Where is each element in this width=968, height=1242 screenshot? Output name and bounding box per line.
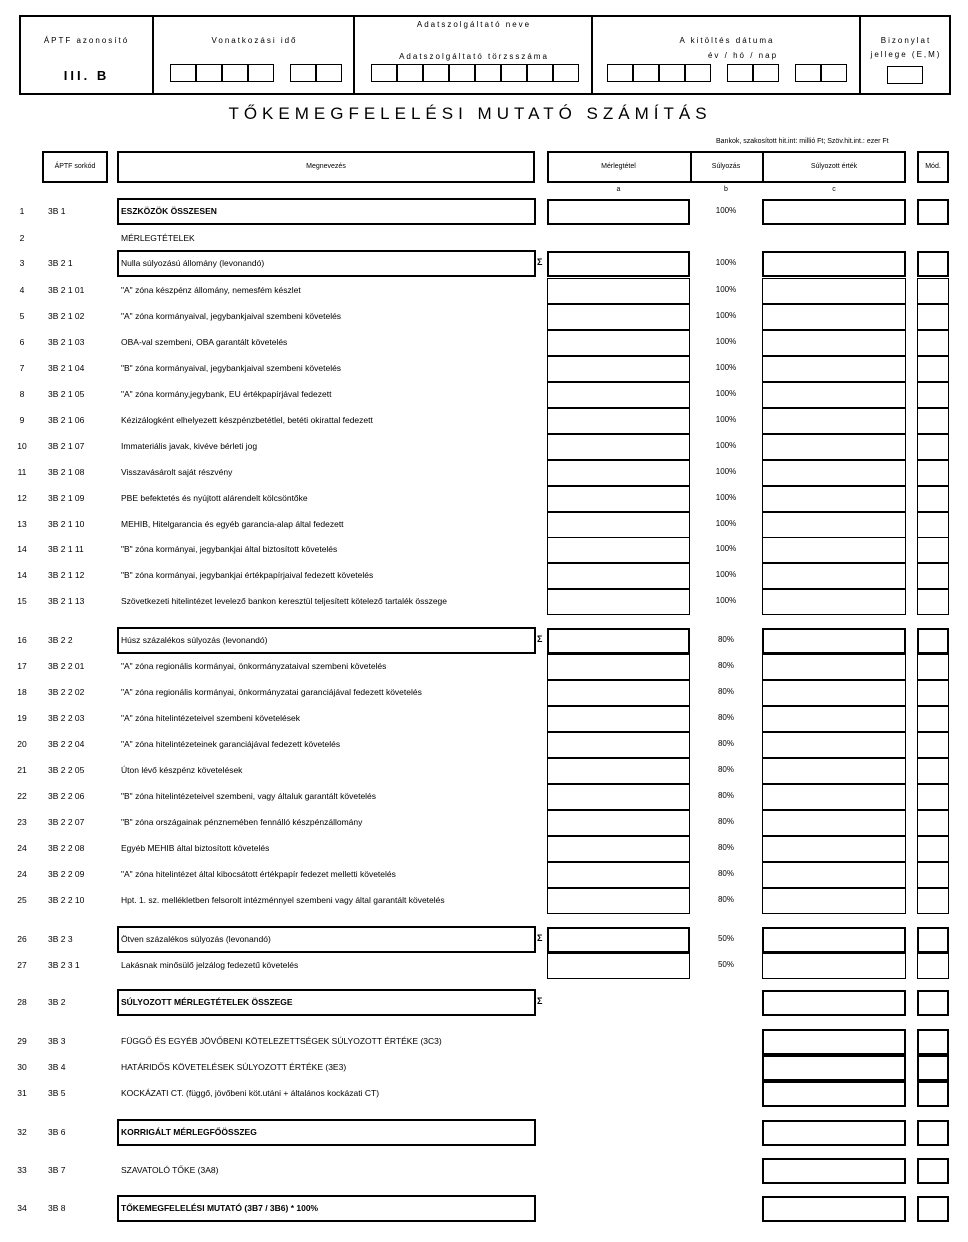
row-code: 3B 2 2 07 <box>48 817 85 827</box>
mod-checkbox[interactable] <box>917 330 949 356</box>
row-code: 3B 2 2 09 <box>48 869 85 879</box>
col-code-header <box>42 151 108 183</box>
mod-checkbox[interactable] <box>917 537 949 563</box>
mod-checkbox[interactable] <box>917 628 949 654</box>
row-number: 33 <box>17 1165 27 1175</box>
row-name: "B" zóna kormányai, jegybankjai által biztosított követelés <box>121 544 338 554</box>
weighted-value-input[interactable] <box>762 810 906 836</box>
row-code: 3B 2 1 12 <box>48 570 85 580</box>
balance-input[interactable] <box>547 304 690 330</box>
weighted-value-input[interactable] <box>762 1055 906 1081</box>
row-code: 3B 2 1 05 <box>48 389 85 399</box>
row-name: "A" zóna regionális kormányai, önkormányzatai garanciájával fedezett követelés <box>121 687 422 697</box>
balance-input[interactable] <box>547 836 690 862</box>
row-name: Nulla súlyozású állomány (levonandó) <box>121 258 265 268</box>
row-number: 24 <box>17 869 27 879</box>
row-number: 17 <box>17 661 27 671</box>
row-code: 3B 2 2 05 <box>48 765 85 775</box>
weight-value: 50% <box>717 934 734 943</box>
col-mod-header <box>917 151 949 183</box>
provider-cell <box>355 16 593 94</box>
balance-input[interactable] <box>547 251 690 277</box>
weighted-value-input[interactable] <box>762 1120 906 1146</box>
mod-checkbox[interactable] <box>917 589 949 615</box>
mod-checkbox[interactable] <box>917 1055 949 1081</box>
mod-checkbox[interactable] <box>917 680 949 706</box>
row-code: 3B 2 <box>48 997 66 1007</box>
row-name: MÉRLEGTÉTELEK <box>121 233 195 243</box>
row-number: 14 <box>17 570 27 580</box>
weight-value: 100% <box>715 311 737 320</box>
mod-checkbox[interactable] <box>917 1081 949 1107</box>
mod-checkbox[interactable] <box>917 1120 949 1146</box>
row-code: 3B 2 2 03 <box>48 713 85 723</box>
mod-checkbox[interactable] <box>917 278 949 304</box>
row-number: 6 <box>19 337 25 347</box>
weighted-value-input[interactable] <box>762 408 906 434</box>
mod-checkbox[interactable] <box>917 1158 949 1184</box>
row-name: SZAVATOLÓ TŐKE (3A8) <box>121 1165 219 1175</box>
mod-checkbox[interactable] <box>917 1196 949 1222</box>
row-name: PBE befektetés és nyújtott alárendelt kölcsöntőke <box>121 493 308 503</box>
weighted-value-input[interactable] <box>762 1158 906 1184</box>
balance-input[interactable] <box>547 953 690 979</box>
row-code: 3B 3 <box>48 1036 66 1046</box>
weight-value: 100% <box>715 206 737 215</box>
weight-value: 80% <box>717 791 734 800</box>
row-code: 3B 2 1 <box>48 258 73 268</box>
balance-input[interactable] <box>547 408 690 434</box>
weighted-value-input[interactable] <box>762 1196 906 1222</box>
digit-box[interactable] <box>633 64 659 82</box>
row-number: 24 <box>17 843 27 853</box>
weight-value: 100% <box>715 285 737 294</box>
row-code: 3B 2 1 10 <box>48 519 85 529</box>
weighted-value-input[interactable] <box>762 706 906 732</box>
row-number: 31 <box>17 1088 27 1098</box>
aptf-cell <box>19 16 154 94</box>
row-code: 3B 2 1 07 <box>48 441 85 451</box>
row-name: "B" zóna hitelintézeteivel szembeni, vagy általuk garantált követelés <box>121 791 377 801</box>
mod-checkbox[interactable] <box>917 990 949 1016</box>
weighted-value-input[interactable] <box>762 486 906 512</box>
row-code: 3B 2 2 <box>48 635 73 645</box>
digit-box[interactable] <box>727 64 753 82</box>
row-number: 2 <box>19 233 25 243</box>
weighted-value-input[interactable] <box>762 654 906 680</box>
row-number: 1 <box>19 206 25 216</box>
digit-box[interactable] <box>527 64 553 82</box>
mod-checkbox[interactable] <box>917 408 949 434</box>
mod-checkbox[interactable] <box>917 732 949 758</box>
weight-value: 50% <box>717 960 734 969</box>
digit-box[interactable] <box>821 64 847 82</box>
weighted-value-input[interactable] <box>762 563 906 589</box>
fill-date-label: A kitöltés dátuma <box>679 36 775 45</box>
row-name: Hpt. 1. sz. mellékletben felsorolt intézménnyel szembeni vagy által garantált követelés <box>121 895 445 905</box>
mod-checkbox[interactable] <box>917 810 949 836</box>
row-number: 5 <box>19 311 25 321</box>
row-number: 9 <box>19 415 25 425</box>
weighted-value-input[interactable] <box>762 888 906 914</box>
row-code: 3B 2 1 08 <box>48 467 85 477</box>
weighted-value-input[interactable] <box>762 927 906 953</box>
mod-checkbox[interactable] <box>917 460 949 486</box>
row-name: Húsz százalékos súlyozás (levonandó) <box>121 635 268 645</box>
weight-value: 100% <box>715 363 737 372</box>
balance-input[interactable] <box>547 537 690 563</box>
weight-value: 80% <box>717 687 734 696</box>
mod-checkbox[interactable] <box>917 434 949 460</box>
provider-reg-label: Adatszolgáltató törzsszáma <box>399 52 549 61</box>
mod-checkbox[interactable] <box>917 382 949 408</box>
sigma-mark: Σ <box>537 933 543 943</box>
row-name: Úton lévő készpénz követelések <box>121 765 243 775</box>
ref-time-cell <box>154 16 355 94</box>
digit-box[interactable] <box>475 64 501 82</box>
units-note: Bankok, szakosított hit.int: millió Ft; Szöv.hit.int.: ezer Ft <box>716 138 889 145</box>
page-title: TŐKEMEGFELELÉSI MUTATÓ SZÁMÍTÁS <box>228 104 712 123</box>
col-balance-label: Mérlegtétel <box>601 163 636 170</box>
weighted-value-input[interactable] <box>762 330 906 356</box>
mod-checkbox[interactable] <box>917 758 949 784</box>
balance-input[interactable] <box>547 460 690 486</box>
doc-type-label: Bizonylat jellege (E,M) <box>870 36 942 59</box>
balance-input[interactable] <box>547 810 690 836</box>
weight-value: 80% <box>717 713 734 722</box>
weighted-value-input[interactable] <box>762 537 906 563</box>
row-number: 3 <box>19 258 25 268</box>
row-number: 10 <box>17 441 27 451</box>
digit-box[interactable] <box>290 64 316 82</box>
row-name: HATÁRIDŐS KÖVETELÉSEK SÚLYOZOTT ÉRTÉKE (3E3) <box>121 1062 347 1072</box>
row-code: 3B 2 2 04 <box>48 739 85 749</box>
weight-value: 100% <box>715 570 737 579</box>
weighted-value-input[interactable] <box>762 990 906 1016</box>
balance-input[interactable] <box>547 732 690 758</box>
weighted-value-input[interactable] <box>762 862 906 888</box>
row-name: "A" zóna hitelintézet által kibocsátott értékpapír fedezet melletti követelés <box>121 869 396 879</box>
weight-value: 80% <box>717 869 734 878</box>
weight-value: 100% <box>715 493 737 502</box>
mod-checkbox[interactable] <box>917 251 949 277</box>
digit-box[interactable] <box>659 64 685 82</box>
row-name: "A" zóna regionális kormányai, önkormányzataival szembeni követelés <box>121 661 387 671</box>
row-code: 3B 2 1 13 <box>48 596 85 606</box>
balance-input[interactable] <box>547 706 690 732</box>
digit-box[interactable] <box>501 64 527 82</box>
mod-checkbox[interactable] <box>917 888 949 914</box>
balance-input[interactable] <box>547 784 690 810</box>
row-number: 15 <box>17 596 27 606</box>
balance-input[interactable] <box>547 434 690 460</box>
row-name: "A" zóna kormányaival, jegybankjaival szembeni követelés <box>121 311 342 321</box>
sigma-mark: Σ <box>537 996 543 1006</box>
aptf-value: III. B <box>63 68 110 83</box>
row-code: 3B 6 <box>48 1127 66 1137</box>
weighted-value-input[interactable] <box>762 382 906 408</box>
row-code: 3B 2 1 06 <box>48 415 85 425</box>
digit-box[interactable] <box>248 64 274 82</box>
digit-box[interactable] <box>685 64 711 82</box>
row-number: 27 <box>17 960 27 970</box>
row-name: "A" zóna készpénz állomány, nemesfém készlet <box>121 285 301 295</box>
row-number: 32 <box>17 1127 27 1137</box>
row-name: "B" zóna országainak pénznemében fennálló készpénzállomány <box>121 817 363 827</box>
row-code: 3B 2 3 <box>48 934 73 944</box>
weighted-value-input[interactable] <box>762 758 906 784</box>
col-code-label: ÁPTF sorkód <box>54 163 96 170</box>
digit-box[interactable] <box>553 64 579 82</box>
mod-checkbox[interactable] <box>917 654 949 680</box>
row-number: 29 <box>17 1036 27 1046</box>
balance-input[interactable] <box>547 680 690 706</box>
row-number: 23 <box>17 817 27 827</box>
weighted-value-input[interactable] <box>762 278 906 304</box>
row-name: "B" zóna kormányai, jegybankjai értékpapírjaival fedezett követelés <box>121 570 374 580</box>
col-mod-label: Mód. <box>925 163 941 170</box>
balance-input[interactable] <box>547 758 690 784</box>
weighted-value-input[interactable] <box>762 953 906 979</box>
row-name: MEHIB, Hitelgarancia és egyéb garancia-alap által fedezett <box>121 519 344 529</box>
aptf-label: ÁPTF azonosító <box>43 36 130 45</box>
weight-value: 80% <box>717 661 734 670</box>
row-name: OBA-val szembeni, OBA garantált követelés <box>121 337 288 347</box>
balance-input[interactable] <box>547 862 690 888</box>
mod-checkbox[interactable] <box>917 1029 949 1055</box>
row-name: FÜGGŐ ÉS EGYÉB JÖVŐBENI KÖTELEZETTSÉGEK SÚLYOZOTT ÉRTÉKE (3C3) <box>121 1036 442 1046</box>
balance-input[interactable] <box>547 356 690 382</box>
digit-box[interactable] <box>449 64 475 82</box>
row-number: 7 <box>19 363 25 373</box>
digit-box[interactable] <box>423 64 449 82</box>
row-code: 3B 2 2 02 <box>48 687 85 697</box>
balance-input[interactable] <box>547 888 690 914</box>
row-code: 3B 2 3 1 <box>48 960 80 970</box>
row-number: 28 <box>17 997 27 1007</box>
col-weighted-label: Súlyozott érték <box>810 163 858 170</box>
row-number: 8 <box>19 389 25 399</box>
row-code: 3B 7 <box>48 1165 66 1175</box>
fill-date-sub: év / hó / nap <box>707 51 779 60</box>
weighted-value-input[interactable] <box>762 589 906 615</box>
row-code: 3B 2 2 08 <box>48 843 85 853</box>
doc-type-box[interactable] <box>887 66 923 84</box>
row-number: 34 <box>17 1203 27 1213</box>
weight-value: 100% <box>715 337 737 346</box>
weight-value: 80% <box>717 739 734 748</box>
col-letter-a: a <box>616 186 621 193</box>
row-code: 3B 5 <box>48 1088 66 1098</box>
mod-checkbox[interactable] <box>917 862 949 888</box>
row-name: "A" zóna hitelintézeteivel szembeni követelések <box>121 713 300 723</box>
col-name-label: Megnevezés <box>306 163 346 170</box>
weighted-value-input[interactable] <box>762 304 906 330</box>
row-name: ESZKÖZÖK ÖSSZESEN <box>121 206 217 216</box>
row-name: Visszavásárolt saját részvény <box>121 467 233 477</box>
weighted-value-input[interactable] <box>762 512 906 538</box>
row-number: 12 <box>17 493 27 503</box>
sigma-mark: Σ <box>537 634 543 644</box>
weighted-value-input[interactable] <box>762 251 906 277</box>
row-name: Immateriális javak, kivéve bérleti jog <box>121 441 258 451</box>
row-code: 3B 8 <box>48 1203 66 1213</box>
row-code: 3B 2 2 01 <box>48 661 85 671</box>
weight-value: 100% <box>715 389 737 398</box>
weighted-value-input[interactable] <box>762 836 906 862</box>
balance-input[interactable] <box>547 486 690 512</box>
digit-box[interactable] <box>170 64 196 82</box>
mod-checkbox[interactable] <box>917 836 949 862</box>
mod-checkbox[interactable] <box>917 927 949 953</box>
weight-value: 100% <box>715 258 737 267</box>
mod-checkbox[interactable] <box>917 784 949 810</box>
row-name: SÚLYOZOTT MÉRLEGTÉTELEK ÖSSZEGE <box>121 997 293 1007</box>
digit-box[interactable] <box>222 64 248 82</box>
row-code: 3B 2 2 06 <box>48 791 85 801</box>
balance-input[interactable] <box>547 589 690 615</box>
row-name: "A" zóna hitelintézeteinek garanciájával fedezett követelés <box>121 739 341 749</box>
balance-input[interactable] <box>547 382 690 408</box>
row-name: Szövetkezeti hitelintézet levelező bankon keresztül teljesített kötelező tartalék összege <box>121 596 448 606</box>
ref-time-label: Vonatkozási idő <box>211 36 298 45</box>
balance-input[interactable] <box>547 199 690 225</box>
col-letter-c: c <box>832 186 836 193</box>
weight-value: 100% <box>715 519 737 528</box>
weighted-value-input[interactable] <box>762 628 906 654</box>
weighted-value-input[interactable] <box>762 1081 906 1107</box>
row-number: 11 <box>17 467 27 477</box>
mod-checkbox[interactable] <box>917 304 949 330</box>
weighted-value-input[interactable] <box>762 199 906 225</box>
row-name: TŐKEMEGFELELÉSI MUTATÓ (3B7 / 3B6) * 100% <box>121 1203 319 1213</box>
row-number: 22 <box>17 791 27 801</box>
mod-checkbox[interactable] <box>917 953 949 979</box>
weight-value: 80% <box>717 843 734 852</box>
row-number: 13 <box>17 519 27 529</box>
col-name-header <box>117 151 535 183</box>
row-code: 3B 2 1 09 <box>48 493 85 503</box>
mod-checkbox[interactable] <box>917 512 949 538</box>
row-number: 14 <box>17 544 27 554</box>
mod-checkbox[interactable] <box>917 706 949 732</box>
col-weight-label: Súlyozás <box>711 163 741 170</box>
row-code: 3B 1 <box>48 206 66 216</box>
row-number: 30 <box>17 1062 27 1072</box>
doc-type-cell <box>861 16 951 94</box>
row-code: 3B 2 1 02 <box>48 311 85 321</box>
weight-value: 100% <box>715 467 737 476</box>
row-code: 3B 4 <box>48 1062 66 1072</box>
balance-input[interactable] <box>547 330 690 356</box>
row-name: Egyéb MEHIB által biztosított követelés <box>121 843 270 853</box>
row-number: 18 <box>17 687 27 697</box>
row-code: 3B 2 1 01 <box>48 285 85 295</box>
row-name: KORRIGÁLT MÉRLEGFŐÖSSZEG <box>121 1127 257 1137</box>
row-name: Kézizálogként elhelyezett készpénzbetétlel, betéti okirattal fedezett <box>121 415 373 425</box>
row-code: 3B 2 1 11 <box>48 544 84 554</box>
row-name: "B" zóna kormányaival, jegybankjaival szembeni követelés <box>121 363 342 373</box>
balance-input[interactable] <box>547 654 690 680</box>
digit-box[interactable] <box>795 64 821 82</box>
row-name: Ötven százalékos súlyozás (levonandó) <box>121 934 271 944</box>
fill-date-cell <box>593 16 861 94</box>
weighted-value-input[interactable] <box>762 356 906 382</box>
row-name: "A" zóna kormány,jegybank, EU értékpapírjával fedezett <box>121 389 332 399</box>
digit-box[interactable] <box>196 64 222 82</box>
weighted-value-input[interactable] <box>762 434 906 460</box>
row-number: 20 <box>17 739 27 749</box>
weight-value: 80% <box>717 895 734 904</box>
balance-input[interactable] <box>547 512 690 538</box>
row-number: 4 <box>19 285 25 295</box>
digit-box[interactable] <box>371 64 397 82</box>
weighted-value-input[interactable] <box>762 680 906 706</box>
balance-input[interactable] <box>547 628 690 654</box>
row-number: 16 <box>17 635 27 645</box>
balance-input[interactable] <box>547 278 690 304</box>
digit-box[interactable] <box>607 64 633 82</box>
weighted-value-input[interactable] <box>762 784 906 810</box>
row-number: 26 <box>17 934 27 944</box>
digit-box[interactable] <box>753 64 779 82</box>
balance-input[interactable] <box>547 927 690 953</box>
digit-box[interactable] <box>316 64 342 82</box>
sigma-mark: Σ <box>537 257 543 267</box>
weight-value: 100% <box>715 415 737 424</box>
weighted-value-input[interactable] <box>762 460 906 486</box>
row-code: 3B 2 1 03 <box>48 337 85 347</box>
row-name: Lakásnak minősülő jelzálog fedezetű követelés <box>121 960 299 970</box>
mod-checkbox[interactable] <box>917 486 949 512</box>
mod-checkbox[interactable] <box>917 199 949 225</box>
weight-value: 100% <box>715 596 737 605</box>
mod-checkbox[interactable] <box>917 563 949 589</box>
row-name: KOCKÁZATI CT. (függő, jövőbeni köt.utáni + általános kockázati CT) <box>121 1088 380 1098</box>
weight-value: 80% <box>717 817 734 826</box>
row-number: 19 <box>17 713 27 723</box>
col-letter-b: b <box>724 186 728 193</box>
row-code: 3B 2 2 10 <box>48 895 85 905</box>
balance-input[interactable] <box>547 563 690 589</box>
weighted-value-input[interactable] <box>762 732 906 758</box>
row-code: 3B 2 1 04 <box>48 363 85 373</box>
weight-value: 80% <box>717 765 734 774</box>
weight-value: 80% <box>717 635 734 644</box>
digit-box[interactable] <box>397 64 423 82</box>
weight-value: 100% <box>715 441 737 450</box>
weight-value: 100% <box>715 544 737 553</box>
weighted-value-input[interactable] <box>762 1029 906 1055</box>
mod-checkbox[interactable] <box>917 356 949 382</box>
row-number: 21 <box>17 765 27 775</box>
row-number: 25 <box>17 895 27 905</box>
provider-name-label: Adatszolgáltató neve <box>416 20 532 29</box>
